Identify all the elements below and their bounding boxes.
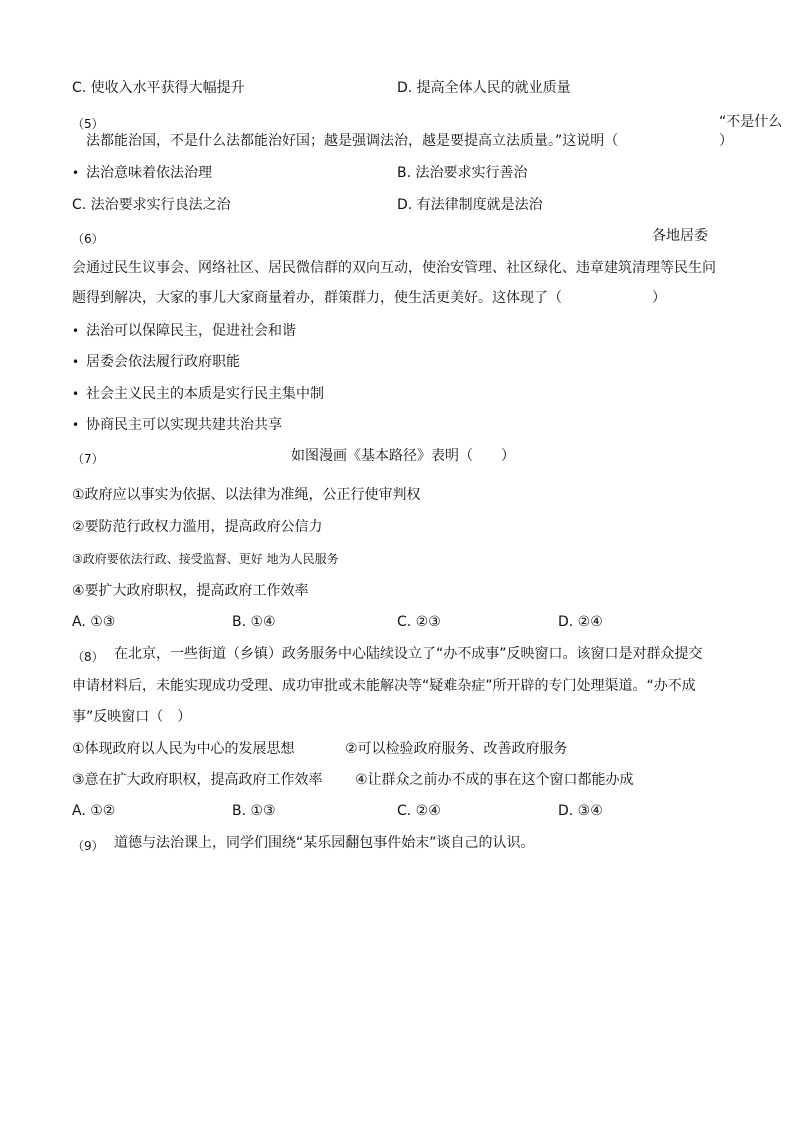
- q8-number: （8）: [72, 650, 104, 664]
- q6-number: （6）: [72, 232, 104, 246]
- q8-stem-line2: 申请材料后，未能实现成功受理、成功审批或未能解决等“疑难杂症”所开辟的专门处理渠道。“办不成: [72, 678, 696, 694]
- q5-paren-close: ）: [719, 133, 733, 149]
- q5-option-a: • 法治意味着依法治理: [72, 164, 212, 182]
- q8-stem-line1: 在北京，一些街道（乡镇）政务服务中心陆续设立了“办不成事”反映窗口。该窗口是对群众提交: [114, 646, 703, 662]
- q6-paren-close: ）: [652, 290, 666, 306]
- q7-choice-d: D. ②④: [558, 614, 603, 630]
- q5-option-b: B. 法治要求实行善治: [397, 165, 528, 181]
- q5-option-d: D. 有法律制度就是法治: [397, 197, 543, 213]
- q9-stem: 道德与法治课上，同学们围绕“某乐园翻包事件始末”谈自己的认识。: [114, 835, 535, 851]
- q7-number: （7）: [72, 452, 104, 466]
- q4-option-c: C. 使收入水平获得大幅提升: [72, 80, 245, 96]
- q8-choice-a: A. ①②: [72, 803, 116, 819]
- q6-option-4: • 协商民主可以实现共建共治共享: [72, 416, 282, 434]
- q8-stem-line3: 事”反映窗口（ ）: [72, 709, 192, 725]
- q7-item-3: ③政府要依法行政、接受监督、更好 地为人民服务: [72, 552, 339, 566]
- q6-option-2: • 居委会依法履行政府职能: [72, 353, 240, 371]
- q7-choice-c: C. ②③: [397, 614, 441, 630]
- q8-item-2: ②可以检验政府服务、改善政府服务: [345, 741, 568, 757]
- q5-option-c: C. 法治要求实行良法之治: [72, 197, 231, 213]
- q4-option-d: D. 提高全体人民的就业质量: [397, 80, 571, 96]
- q9-number: （9）: [72, 839, 104, 853]
- q8-choice-b: B. ①③: [232, 803, 276, 819]
- q8-item-1: ①体现政府以人民为中心的发展思想: [72, 741, 295, 757]
- q7-item-1: ①政府应以事实为依据、以法律为准绳，公正行使审判权: [72, 487, 421, 503]
- q7-choice-b: B. ①④: [232, 614, 276, 630]
- q5-stem-end: “不是什么: [719, 114, 783, 130]
- q6-option-3: • 社会主义民主的本质是实行民主集中制: [72, 385, 324, 403]
- q5-number: （5）: [72, 117, 104, 131]
- q6-stem-line2: 会通过民生议事会、网络社区、居民微信群的双向互动，使治安管理、社区绿化、违章建筑清理等民生问: [72, 260, 716, 276]
- q8-choice-d: D. ③④: [558, 803, 603, 819]
- q6-stem-end: 各地居委: [652, 228, 708, 244]
- q7-choice-a: A. ①③: [72, 614, 116, 630]
- q7-stem: 如图漫画《基本路径》表明（ ）: [291, 448, 515, 464]
- q6-stem-line3: 题得到解决，大家的事儿大家商量着办，群策群力，使生活更美好。这体现了（: [72, 290, 562, 306]
- q8-choice-c: C. ②④: [397, 803, 441, 819]
- q7-item-4: ④要扩大政府职权，提高政府工作效率: [72, 583, 309, 599]
- q7-item-2: ②要防范行政权力滥用，提高政府公信力: [72, 519, 323, 535]
- q5-stem: 法都能治国，不是什么法都能治好国；越是强调法治，越是要提高立法质量。”这说明（: [86, 133, 619, 149]
- q8-item-4: ④让群众之前办不成的事在这个窗口都能办成: [355, 772, 634, 788]
- q8-item-3: ③意在扩大政府职权，提高政府工作效率: [72, 772, 323, 788]
- q6-option-1: • 法治可以保障民主，促进社会和谐: [72, 322, 296, 340]
